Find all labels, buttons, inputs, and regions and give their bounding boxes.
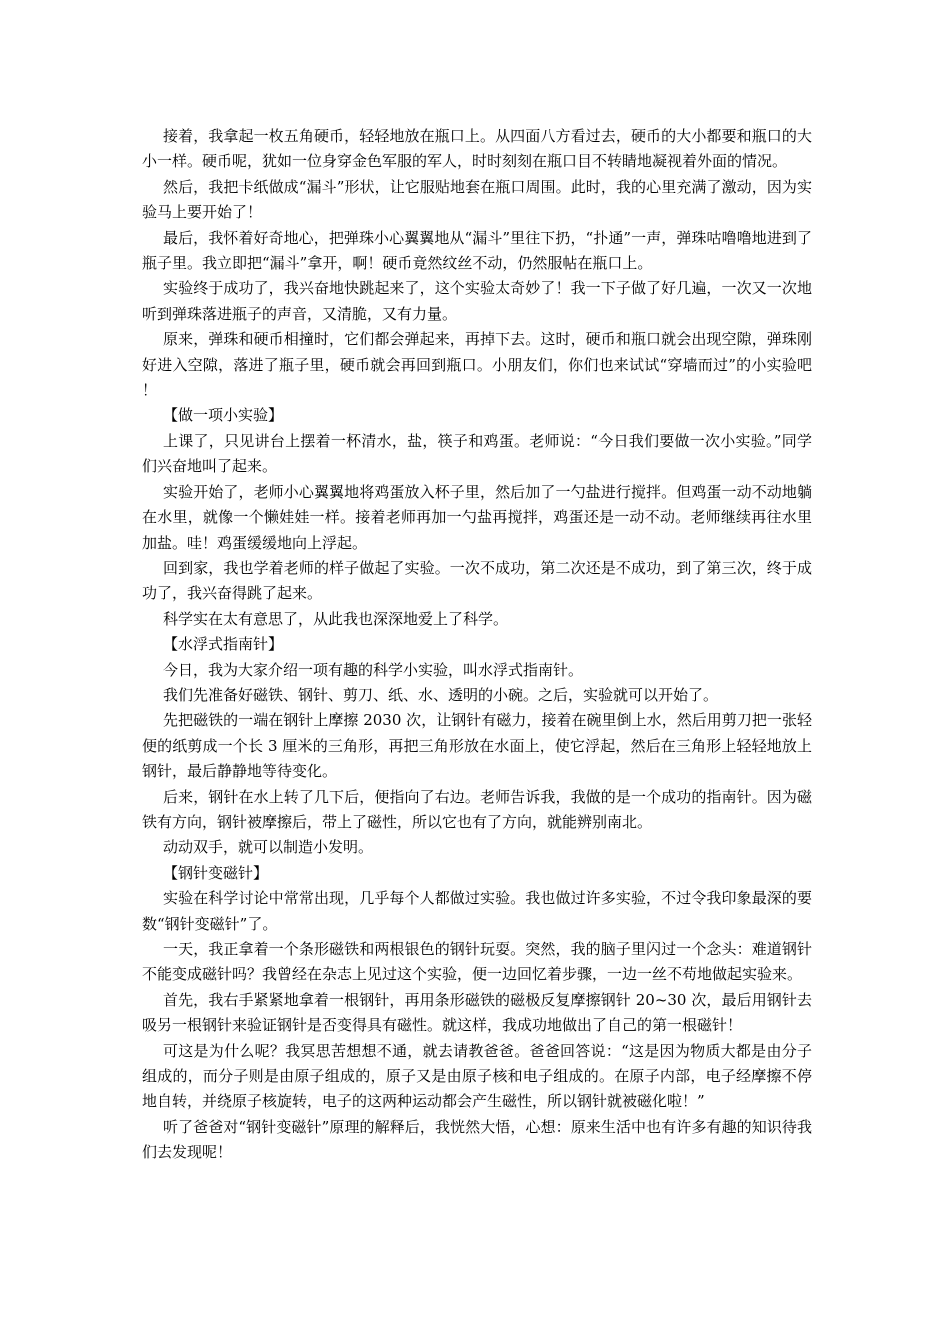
section-heading: 【水浮式指南针】: [163, 635, 284, 654]
paragraph: 后来，钢针在水上转了几下后，便指向了右边。老师告诉我，我做的是一个成功的指南针。因为磁铁有方向，钢针被摩擦后，带上了磁性，所以它也有了方向，就能辨别南北。: [142, 787, 812, 831]
paragraph: 先把磁铁的一端在钢针上摩擦 2030 次，让钢针有磁力，接着在碗里倒上水，然后用剪刀把一张轻便的纸剪成一个长 3 厘米的三角形，再把三角形放在水面上，使它浮起，然后在三角形上轻轻地放上钢针，最后静静地等待变化。: [142, 711, 812, 781]
paragraph: 我们先准备好磁铁、钢针、剪刀、纸、水、透明的小碗。之后，实验就可以开始了。: [163, 685, 719, 704]
paragraph: 今日，我为大家介绍一项有趣的科学小实验，叫水浮式指南针。: [163, 660, 584, 679]
document-body: [142, 124, 812, 1166]
paragraph: 听了爸爸对“钢针变磁针”原理的解释后，我恍然大悟，心想：原来生活中也有许多有趣的知识待我们去发现呢！: [142, 1117, 812, 1162]
paragraph: 科学实在太有意思了，从此我也深深地爱上了科学。: [163, 609, 509, 628]
paragraph: 最后，我怀着好奇地心，把弹珠小心翼翼地从“漏斗”里往下扔，“扑通”一声，弹珠咕噜噜地进到了瓶子里。我立即把“漏斗”拿开，啊！硬币竟然纹丝不动，仍然服帖在瓶口上。: [142, 228, 812, 273]
paragraph: 然后，我把卡纸做成“漏斗”形状，让它服贴地套在瓶口周围。此时，我的心里充满了激动，因为实验马上要开始了！: [142, 177, 812, 222]
paragraph: 上课了，只见讲台上摆着一杯清水，盐，筷子和鸡蛋。老师说：“今日我们要做一次小实验。”同学们兴奋地叫了起来。: [142, 431, 812, 476]
paragraph: 实验在科学讨论中常常出现，几乎每个人都做过实验。我也做过许多实验，不过令我印象最深的要数“钢针变磁针”了。: [142, 889, 812, 933]
paragraph: 回到家，我也学着老师的样子做起了实验。一次不成功，第二次还是不成功，到了第三次，终于成功了，我兴奋得跳了起来。: [142, 558, 812, 603]
paragraph: 一天，我正拿着一个条形磁铁和两根银色的钢针玩耍。突然，我的脑子里闪过一个念头：难道钢针不能变成磁针吗？我曾经在杂志上见过这个实验，便一边回忆着步骤，一边一丝不苟地做起实验来。: [142, 940, 812, 984]
paragraph: 动动双手，就可以制造小发明。: [163, 838, 374, 857]
paragraph: 实验终于成功了，我兴奋地快跳起来了，这个实验太奇妙了！我一下子做了好几遍，一次又一次地听到弹珠落进瓶子的声音，又清脆，又有力量。: [142, 279, 812, 323]
paragraph: 首先，我右手紧紧地拿着一根钢针，再用条形磁铁的磁极反复摩擦钢针 20~30 次，最后用钢针去吸另一根钢针来验证钢针是否变得具有磁性。就这样，我成功地做出了自己的第一根磁针！: [142, 990, 812, 1035]
paragraph: 原来，弹珠和硬币相撞时，它们都会弹起来，再掉下去。这时，硬币和瓶口就会出现空隙，弹珠刚好进入空隙，落进了瓶子里，硬币就会再回到瓶口。小朋友们，你们也来试试“穿墙而过”的小实验吧 ！: [142, 330, 812, 400]
paragraph: 可这是为什么呢？我冥思苦想想不通，就去请教爸爸。爸爸回答说：“这是因为物质大都是由分子组成的，而分子则是由原子组成的，原子又是由原子核和电子组成的。在原子内部，电子经摩擦不停地自转，并绕原子核旋转，电子的这两种运动都会产生磁性，所以钢针就被磁化啦！”: [142, 1041, 812, 1111]
paragraph: 实验开始了，老师小心翼翼地将鸡蛋放入杯子里，然后加了一勺盐进行搅拌。但鸡蛋一动不动地躺在水里，就像一个懒娃娃一样。接着老师再加一勺盐再搅拌，鸡蛋还是一动不动。老师继续再往水里加盐。哇！鸡蛋缓缓地向上浮起。: [142, 482, 812, 552]
paragraph: 接着，我拿起一枚五角硬币，轻轻地放在瓶口上。从四面八方看过去，硬币的大小都要和瓶口的大小一样。硬币呢，犹如一位身穿金色军服的军人，时时刻刻在瓶口目不转睛地凝视着外面的情况。: [142, 127, 812, 171]
section-heading: 【做一项小实验】: [163, 406, 284, 425]
section-heading: 【钢针变磁针】: [163, 863, 269, 882]
